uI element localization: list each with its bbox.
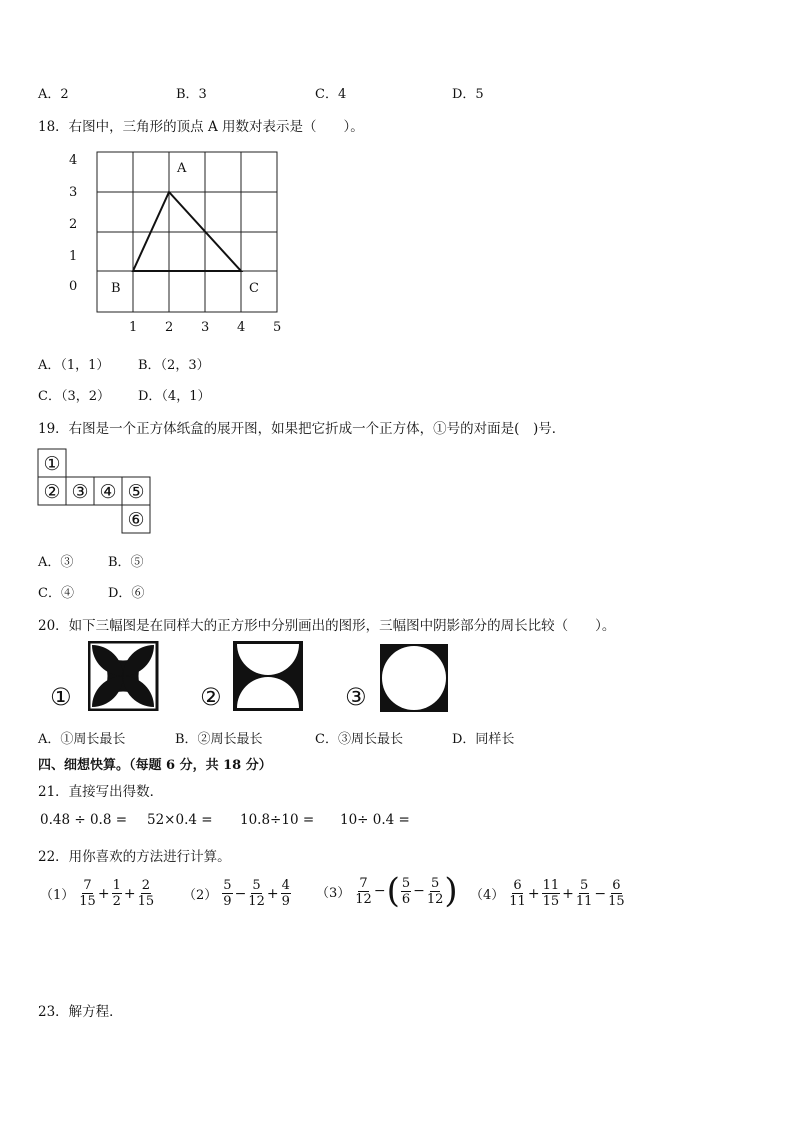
figure-2-half-circles: [233, 641, 305, 711]
y-tick-2: 2: [69, 217, 78, 232]
cube-face-6: ⑥: [127, 509, 145, 531]
q22-expression-3: （3） $\frac{7}{12}$ − ( $\frac{5}{6}$ − $\frac{5}{12}$ ): [316, 871, 458, 911]
point-a-label: A: [177, 161, 187, 176]
q18-option-b: B．（2，3）: [138, 358, 210, 373]
figure-3-circle: [379, 643, 451, 715]
point-c-label: C: [249, 281, 259, 296]
q18-grid-figure: [60, 145, 295, 337]
figure-1-star: [88, 641, 160, 711]
q22-expression-2: （2） $\frac{5}{9}$ − $\frac{5}{12}$ + $\frac{4}{9}$: [183, 878, 290, 909]
point-b-label: B: [111, 281, 121, 296]
cube-net-figure: [37, 448, 157, 538]
q22-label-2: （2）: [183, 888, 218, 903]
fraction: $\frac{2}{15}$: [137, 878, 155, 909]
x-tick-4: 4: [237, 320, 246, 335]
q17-option-b: B．3: [176, 87, 207, 102]
fraction: $\frac{5}{12}$: [426, 875, 444, 907]
x-tick-1: 1: [129, 320, 138, 335]
figure-label-1: ①: [50, 683, 72, 711]
q18-stem: 18．右图中，三角形的顶点 A 用数对表示是（ ）。: [38, 119, 364, 135]
fraction: $\frac{4}{9}$: [281, 878, 290, 909]
q20-option-a: A．①周长最长: [38, 732, 126, 747]
figure-label-2: ②: [200, 683, 222, 711]
q20-option-d: D．同样长: [452, 732, 515, 747]
q23-stem: 23．解方程．: [38, 1004, 123, 1020]
fraction: $\frac{5}{11}$: [575, 878, 593, 909]
fraction: $\frac{1}{2}$: [112, 878, 121, 909]
y-tick-1: 1: [69, 249, 78, 264]
q20-option-b: B．②周长最长: [175, 732, 263, 747]
section-4-title: 四、细想快算。（每题 6 分，共 18 分）: [38, 758, 272, 773]
q22-expression-4: （4） $\frac{6}{11}$ + $\frac{11}{15}$ + $\frac{5}{11}$ − $\frac{6}{15}$: [470, 878, 625, 909]
fraction: $\frac{6}{15}$: [608, 878, 625, 909]
fraction: $\frac{5}{6}$: [401, 875, 411, 907]
q20-stem: 20．如下三幅图是在同样大的正方形中分别画出的图形，三幅图中阴影部分的周长比较（ ）。: [38, 618, 616, 634]
cube-face-1: ①: [43, 453, 61, 475]
q22-stem: 22．用你喜欢的方法进行计算。: [38, 849, 231, 865]
fraction: $\frac{7}{12}$: [355, 875, 372, 907]
x-tick-3: 3: [201, 320, 210, 335]
q21-item-2: 52×0.4 =: [147, 812, 213, 828]
q21-item-3: 10.8÷10 =: [240, 812, 315, 828]
x-tick-5: 5: [273, 320, 282, 335]
q17-option-a: A．2: [38, 87, 69, 102]
q22-label-1: （1）: [40, 888, 75, 903]
q19-option-a: A．③: [38, 555, 74, 570]
y-tick-4: 4: [69, 153, 78, 168]
q17-option-d: D．5: [452, 87, 484, 102]
q17-option-c: C．4: [315, 87, 347, 102]
x-tick-2: 2: [165, 320, 174, 335]
q19-option-b: B．⑤: [108, 555, 144, 570]
cube-face-3: ③: [71, 481, 89, 503]
fraction: $\frac{11}{15}$: [542, 878, 560, 909]
figure-label-3: ③: [345, 683, 367, 711]
q22-expression-1: （1） $\frac{7}{15}$ + $\frac{1}{2}$ + $\frac{2}{15}$: [40, 878, 155, 909]
cube-face-4: ④: [99, 481, 117, 503]
fraction: $\frac{7}{15}$: [79, 878, 96, 909]
fraction: $\frac{6}{11}$: [509, 878, 526, 909]
cube-face-5: ⑤: [127, 481, 145, 503]
right-paren: ): [444, 871, 458, 911]
q20-option-c: C．③周长最长: [315, 732, 403, 747]
q21-item-1: 0.48 ÷ 0.8 =: [40, 812, 128, 828]
fraction: $\frac{5}{9}$: [223, 878, 232, 909]
q21-stem: 21．直接写出得数．: [38, 784, 164, 800]
left-paren: (: [386, 871, 400, 911]
fraction: $\frac{5}{12}$: [248, 878, 265, 909]
q18-option-c: C．（3，2）: [38, 389, 110, 404]
q19-stem: 19．右图是一个正方体纸盒的展开图，如果把它折成一个正方体，①号的对面是( )号．: [38, 421, 566, 437]
q18-option-a: A．（1，1）: [38, 358, 110, 373]
q19-option-d: D．⑥: [108, 586, 145, 601]
cube-face-2: ②: [43, 481, 61, 503]
y-tick-0: 0: [69, 279, 78, 294]
q21-item-4: 10÷ 0.4 =: [340, 812, 410, 828]
q22-label-3: （3）: [316, 885, 351, 901]
q18-option-d: D．（4，1）: [138, 389, 211, 404]
q22-label-4: （4）: [470, 888, 505, 903]
q19-option-c: C．④: [38, 586, 74, 601]
y-tick-3: 3: [69, 185, 78, 200]
